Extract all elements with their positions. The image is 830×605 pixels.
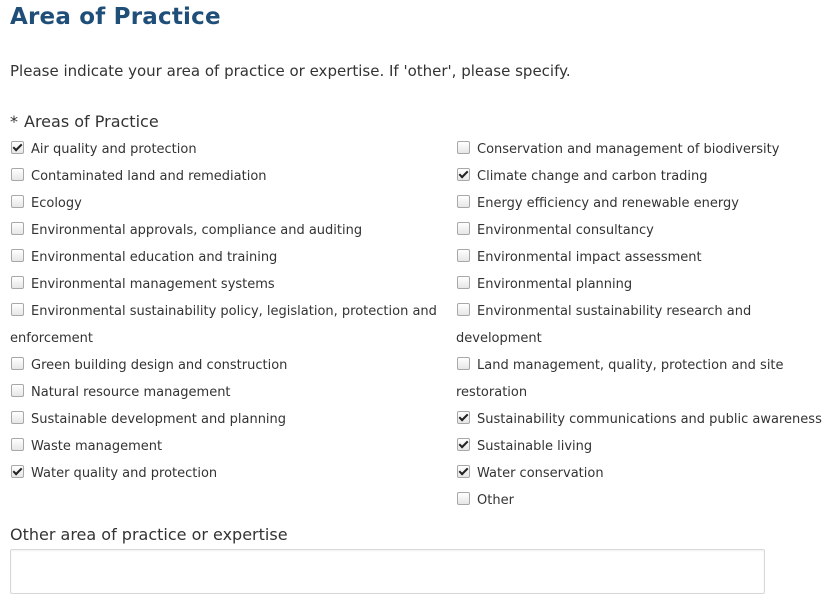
area-option-environmental-sustainability-research-and-development[interactable]: [456, 298, 825, 352]
checkbox-checked[interactable]: [11, 465, 24, 478]
area-option-label: Ecology: [31, 196, 82, 211]
checkbox[interactable]: [11, 195, 24, 208]
area-option-sustainable-development-and-planning[interactable]: [10, 406, 445, 433]
area-option-label: Energy efficiency and renewable energy: [477, 196, 739, 211]
intro-text: Please indicate your area of practice or expertise. If 'other', please specify.: [10, 62, 571, 80]
area-option-label: Sustainable living: [477, 439, 593, 454]
area-option-label: Sustainable development and planning: [31, 412, 287, 427]
page-title: Area of Practice: [10, 4, 221, 30]
checkbox[interactable]: [457, 303, 470, 316]
area-option-label: Waste management: [31, 439, 163, 454]
area-option-environmental-consultancy[interactable]: [456, 217, 825, 244]
area-option-sustainability-communications-and-public-awareness[interactable]: [456, 406, 825, 433]
area-option-label: Environmental sustainability research and development: [456, 304, 752, 346]
required-marker: *: [10, 112, 18, 131]
checkbox[interactable]: [11, 303, 24, 316]
area-option-label: Sustainability communications and public awareness: [477, 412, 822, 427]
checkbox[interactable]: [11, 357, 24, 370]
checkbox[interactable]: [11, 411, 24, 424]
areas-right-column: [456, 136, 825, 514]
checkbox[interactable]: [11, 438, 24, 451]
area-option-waste-management[interactable]: [10, 433, 445, 460]
area-option-label: Conservation and management of biodiversity: [477, 142, 780, 157]
area-option-label: Water conservation: [477, 466, 604, 481]
area-option-label: Environmental management systems: [31, 277, 275, 292]
checkbox-checked[interactable]: [457, 411, 470, 424]
checkbox[interactable]: [11, 249, 24, 262]
area-option-environmental-impact-assessment[interactable]: [456, 244, 825, 271]
area-option-label: Environmental planning: [477, 277, 633, 292]
areas-label-text: Areas of Practice: [24, 112, 159, 131]
checkbox-checked[interactable]: [457, 168, 470, 181]
checkbox[interactable]: [11, 222, 24, 235]
checkbox-checked[interactable]: [457, 465, 470, 478]
area-option-label: Water quality and protection: [31, 466, 218, 481]
areas-field-label: [10, 112, 159, 131]
area-option-natural-resource-management[interactable]: [10, 379, 445, 406]
areas-left-column: [10, 136, 445, 487]
area-option-other[interactable]: [456, 487, 825, 514]
area-option-water-quality-and-protection[interactable]: [10, 460, 445, 487]
area-option-label: Environmental consultancy: [477, 223, 654, 238]
area-option-label: Contaminated land and remediation: [31, 169, 267, 184]
area-option-label: Climate change and carbon trading: [477, 169, 708, 184]
area-option-air-quality-and-protection[interactable]: [10, 136, 445, 163]
checkbox[interactable]: [11, 384, 24, 397]
area-option-ecology[interactable]: [10, 190, 445, 217]
area-option-label: Green building design and construction: [31, 358, 288, 373]
checkbox[interactable]: [457, 357, 470, 370]
area-option-label: Land management, quality, protection and site restoration: [456, 358, 784, 400]
area-option-label: Other: [477, 493, 514, 508]
area-option-label: Environmental approvals, compliance and auditing: [31, 223, 363, 238]
area-option-environmental-sustainability-policy-legislation-protection-and-enforcement[interactable]: [10, 298, 445, 352]
area-option-energy-efficiency-and-renewable-energy[interactable]: [456, 190, 825, 217]
area-option-sustainable-living[interactable]: [456, 433, 825, 460]
checkbox-checked[interactable]: [457, 438, 470, 451]
area-option-climate-change-and-carbon-trading[interactable]: [456, 163, 825, 190]
area-option-label: Natural resource management: [31, 385, 231, 400]
other-field-label: Other area of practice or expertise: [10, 525, 288, 544]
checkbox[interactable]: [457, 492, 470, 505]
area-option-green-building-design-and-construction[interactable]: [10, 352, 445, 379]
area-option-environmental-planning[interactable]: [456, 271, 825, 298]
other-area-input[interactable]: [10, 549, 765, 594]
area-option-label: Environmental education and training: [31, 250, 278, 265]
checkbox[interactable]: [11, 168, 24, 181]
area-option-label: Environmental sustainability policy, legislation, protection and enforcement: [10, 304, 437, 346]
area-option-environmental-education-and-training[interactable]: [10, 244, 445, 271]
checkbox[interactable]: [457, 222, 470, 235]
area-option-label: Environmental impact assessment: [477, 250, 702, 265]
area-option-conservation-and-management-of-biodiversity[interactable]: [456, 136, 825, 163]
area-option-environmental-approvals-compliance-and-auditing[interactable]: [10, 217, 445, 244]
checkbox-checked[interactable]: [11, 141, 24, 154]
checkbox[interactable]: [457, 276, 470, 289]
area-option-land-management-quality-protection-and-site-restoration[interactable]: [456, 352, 825, 406]
area-option-label: Air quality and protection: [31, 142, 197, 157]
area-option-environmental-management-systems[interactable]: [10, 271, 445, 298]
checkbox[interactable]: [457, 249, 470, 262]
area-option-water-conservation[interactable]: [456, 460, 825, 487]
checkbox[interactable]: [11, 276, 24, 289]
checkbox[interactable]: [457, 195, 470, 208]
area-option-contaminated-land-and-remediation[interactable]: [10, 163, 445, 190]
checkbox[interactable]: [457, 141, 470, 154]
